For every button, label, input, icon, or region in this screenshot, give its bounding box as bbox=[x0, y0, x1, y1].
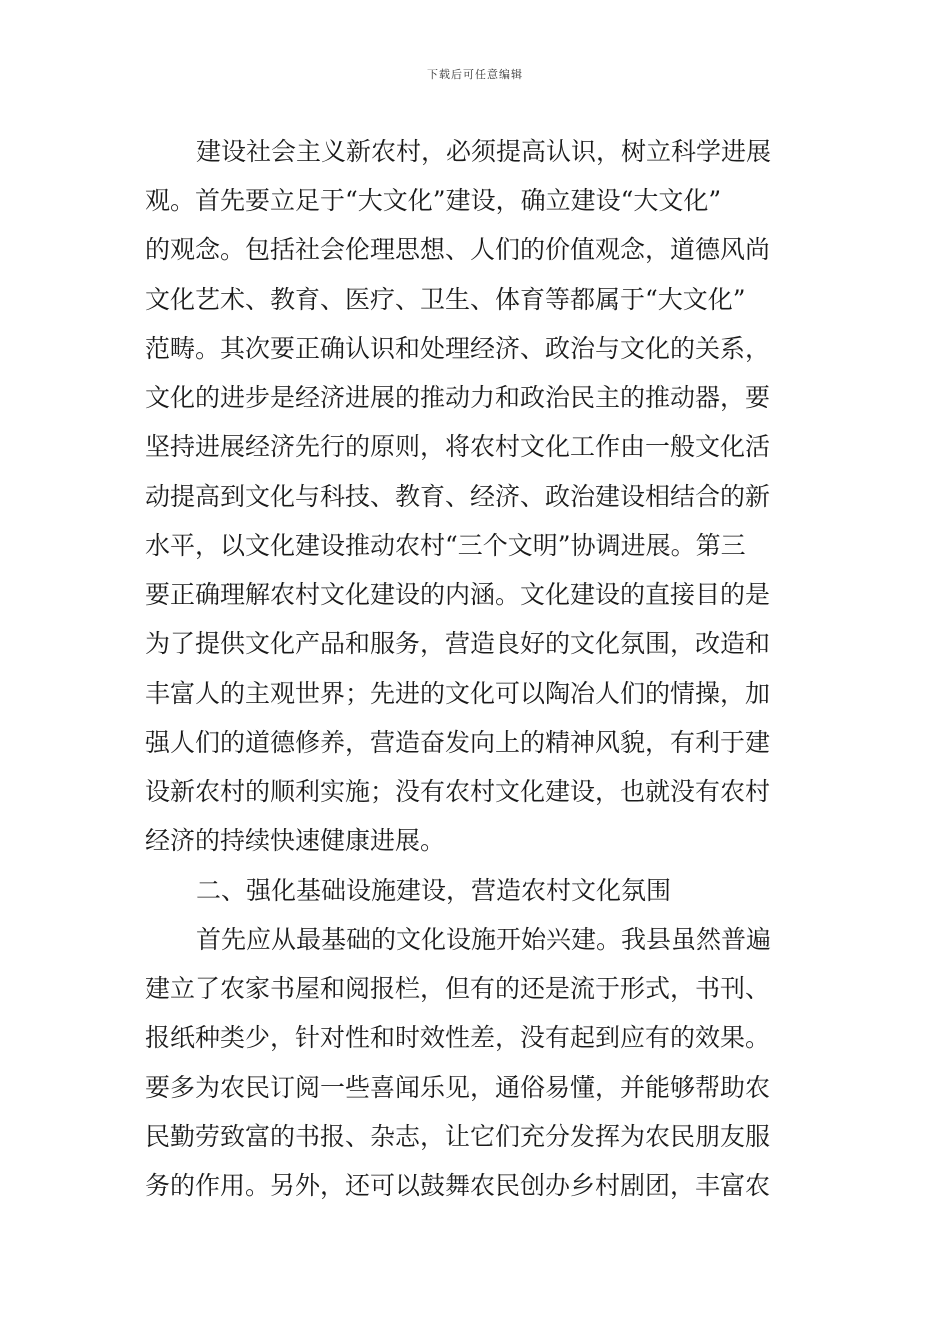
text-line: 动提高到文化与科技、教育、经济、政治建设相结合的新 bbox=[145, 482, 771, 511]
section-heading: 二、强化基础设施建设，营造农村文化氛围 bbox=[196, 876, 672, 905]
text-line: 建设社会主义新农村，必须提高认识，树立科学进展 bbox=[196, 137, 772, 166]
text-line: 强人们的道德修养，营造奋发向上的精神风貌，有利于建 bbox=[145, 728, 771, 757]
text-line: 文化的进步是经济进展的推动力和政治民主的推动器，要 bbox=[145, 383, 771, 412]
text-line: 首先应从最基础的文化设施开始兴建。我县虽然普遍 bbox=[196, 925, 772, 954]
text-line: 为了提供文化产品和服务，营造良好的文化氛围，改造和 bbox=[145, 629, 771, 658]
text-line: 范畴。其次要正确认识和处理经济、政治与文化的关系， bbox=[145, 334, 771, 363]
text-line: 报纸种类少，针对性和时效性差，没有起到应有的效果。 bbox=[145, 1023, 771, 1052]
text-line: 文化艺术、教育、医疗、卫生、体育等都属于“大文化” bbox=[145, 285, 746, 314]
text-line: 坚持进展经济先行的原则，将农村文化工作由一般文化活 bbox=[145, 432, 771, 461]
text-line: 水平，以文化建设推动农村“三个文明”协调进展。第三 bbox=[145, 531, 746, 560]
text-line: 观。首先要立足于“大文化”建设，确立建设“大文化” bbox=[145, 186, 722, 215]
text-line: 丰富人的主观世界；先进的文化可以陶冶人们的情操，加 bbox=[145, 679, 771, 708]
text-line: 的观念。包括社会伦理思想、人们的价值观念，道德风尚 bbox=[145, 235, 771, 264]
text-line: 设新农村的顺利实施；没有农村文化建设，也就没有农村 bbox=[145, 777, 771, 806]
text-line: 要多为农民订阅一些喜闻乐见，通俗易懂，并能够帮助农 bbox=[145, 1073, 771, 1102]
page-header: 下载后可任意编辑 bbox=[427, 68, 523, 81]
text-line: 建立了农家书屋和阅报栏，但有的还是流于形式，书刊、 bbox=[145, 974, 771, 1003]
text-line: 务的作用。另外，还可以鼓舞农民创办乡村剧团，丰富农 bbox=[145, 1171, 771, 1200]
text-line: 经济的持续快速健康进展。 bbox=[145, 826, 446, 855]
text-line: 要正确理解农村文化建设的内涵。文化建设的直接目的是 bbox=[145, 580, 771, 609]
text-line: 民勤劳致富的书报、杂志，让它们充分发挥为农民朋友服 bbox=[145, 1122, 771, 1151]
